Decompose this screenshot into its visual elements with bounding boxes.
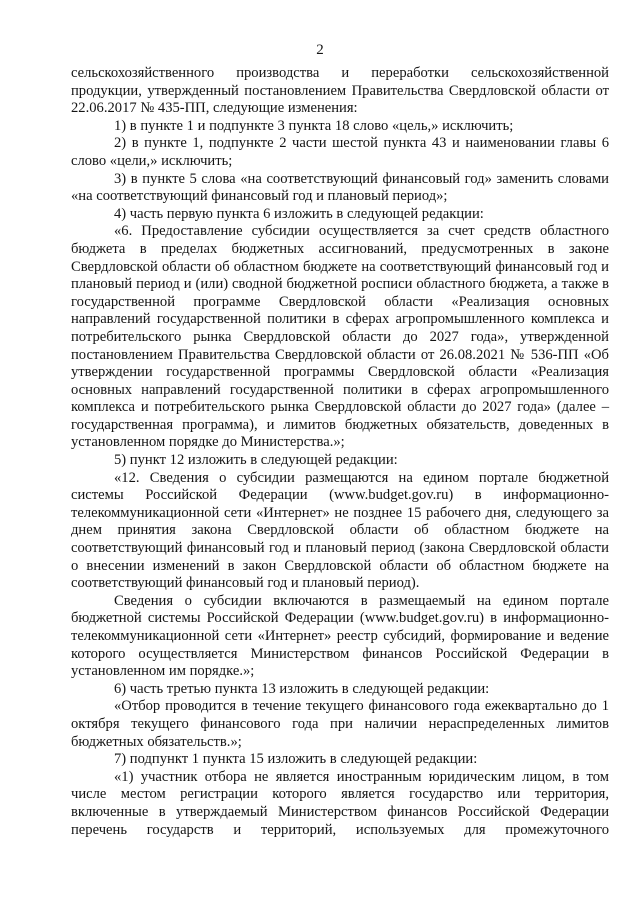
paragraph-point-15-text: «1) участник отбора не является иностранным юридическим лицом, в том числе местом регистрации которого является государство или территория, включенные в утверждаемый Министерством финансов Российской Федерации перечень государств и территорий, используемых для промежуточного (71, 768, 609, 838)
paragraph-item-2: 2) в пункте 1, подпункте 2 части шестой пункта 43 и наименовании главы 6 слово «цели,» исключить; (71, 135, 609, 169)
paragraph-item-6: 6) часть третью пункта 13 изложить в следующей редакции: (114, 680, 490, 697)
paragraph-subsidy-registry: Сведения о субсидии включаются в размещаемый на едином портале бюджетной системы Российской Федерации (www.budget.gov.ru) в информационно-телекоммуникационной сети «Интернет» реестр субсидий, формирование и ведение которого осуществляется Министерством финансов Российской Федерации в установленном им порядке.»; (71, 592, 609, 680)
paragraph-item-1: 1) в пункте 1 и подпункте 3 пункта 18 слово «цель,» исключить; (114, 117, 514, 134)
paragraph-item-3: 3) в пункте 5 слова «на соответствующий финансовый год» заменить словами «на соответствующий финансовый год и плановый период»; (71, 170, 609, 205)
paragraph-item-5: 5) пункт 12 изложить в следующей редакции: (114, 452, 398, 469)
paragraph-item-4: 4) часть первую пункта 6 изложить в следующей редакции: (114, 205, 484, 222)
paragraph-item-7: 7) подпункт 1 пункта 15 изложить в следующей редакции: (114, 751, 478, 768)
page-number: 2 (316, 42, 324, 58)
paragraph-intro-continuation: сельскохозяйственного производства и переработки сельскохозяйственной продукции, утвержденный постановлением Правительства Свердловской области от 22.06.2017 № 435-ПП, следующие изменения: (71, 65, 609, 117)
paragraph-point-12-text: «12. Сведения о субсидии размещаются на едином портале бюджетной системы Российской Федерации (www.budget.gov.ru) в информационно-телекоммуникационной сети «Интернет» не позднее 15 рабочего дня, следующего за днем принятия закона Свердловской области об областном бюджете на соответствующий финансовый год и плановый период (закона Свердловской области о внесении изменений в закон Свердловской области об областном бюджете на соответствующий финансовый год и плановый период). (71, 469, 609, 592)
paragraph-point-13-text: «Отбор проводится в течение текущего финансового года ежеквартально до 1 октября текущего финансового года при наличии нераспределенных лимитов бюджетных обязательств.»; (71, 698, 609, 750)
paragraph-point-6-text: «6. Предоставление субсидии осуществляется за счет средств областного бюджета в пределах бюджетных ассигнований, предусмотренных в законе Свердловской области об областном бюджете на соответствующий финансовый год и плановый период и (или) сводной бюджетной росписи областного бюджета, а также в государственной программе Свердловской области «Реализация основных направлений государственной политики в сферах агропромышленного комплекса и потребительского рынка Свердловской области до 2027 года», утвержденной постановлением Правительства Свердловской области от 26.08.2021 № 536-ПП «Об утверждении государственной программы Свердловской области «Реализация основных направлений государственной политики в сферах агропромышленного комплекса и потребительского рынка Свердловской области до 2027 года» (далее – государственная программа), и лимитов бюджетных обязательств, доведенных в установленном порядке до Министерства.»; (71, 223, 609, 451)
document-body (71, 65, 609, 839)
